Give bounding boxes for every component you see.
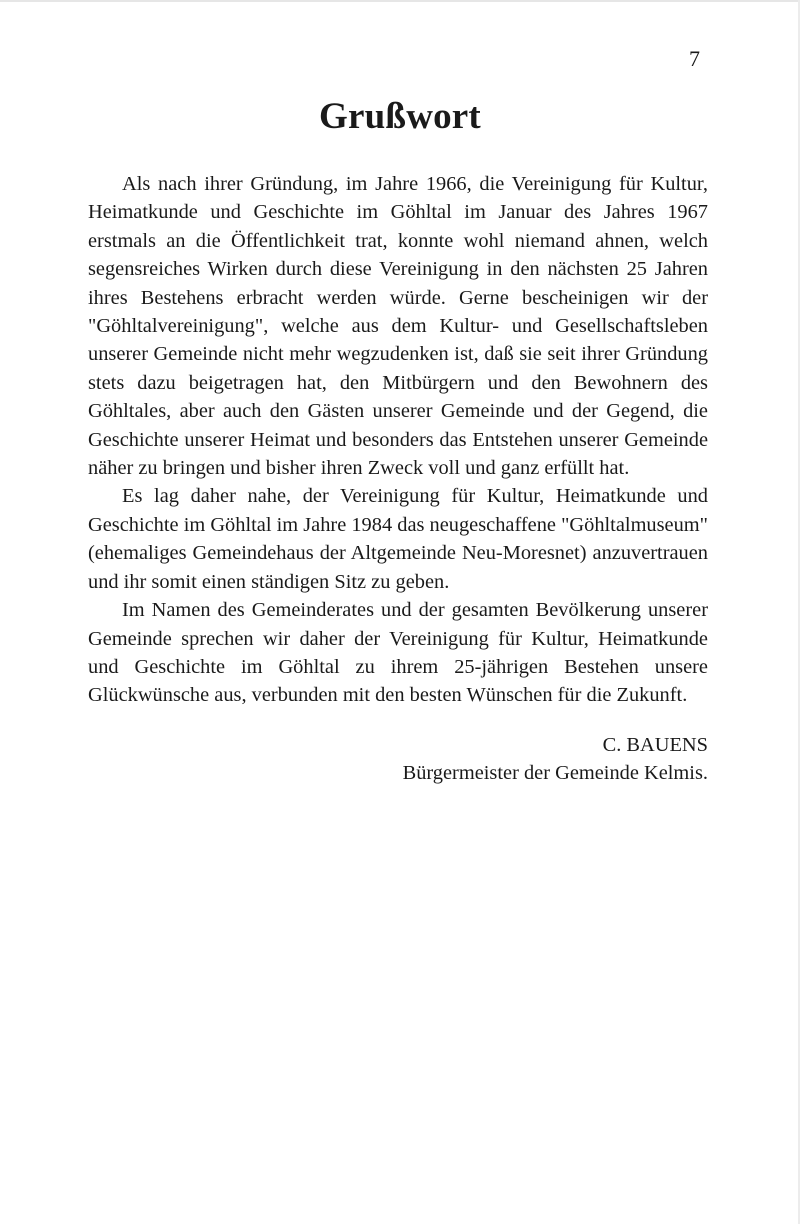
page-title: Grußwort bbox=[319, 96, 481, 137]
paragraph-1: Als nach ihrer Gründung, im Jahre 1966, die Vereinigung für Kultur, Heimatkunde und Geschichte im Göhltal im Januar des Jahres 1967 erstmals an die Öffentlichkeit trat, konnte wohl niemand ahnen, welch segensreiches Wirken durch diese Vereinigung in den nächsten 25 Jahren ihres Bestehens erbracht werden würde. Gerne bescheinigen wir der "Göhltalvereinigung", welche aus dem Kultur- und Gesellschaftsleben unserer Gemeinde nicht mehr wegzudenken ist, daß sie seit ihrer Gründung stets dazu beigetragen hat, den Mitbürgern und den Bewohnern des Göhltales, aber auch den Gästen unserer Gemeinde und der Gegend, die Geschichte unserer Heimat und besonders das Entstehen unserer Gemeinde näher zu bringen und bisher ihren Zweck voll und ganz erfüllt hat. bbox=[88, 173, 708, 480]
body-text bbox=[88, 170, 708, 710]
signature-name: C. BAUENS bbox=[602, 734, 708, 756]
page-top-edge bbox=[0, 0, 800, 2]
paragraph-2: Es lag daher nahe, der Vereinigung für Kultur, Heimatkunde und Geschichte im Göhltal im Jahre 1984 das neugeschaffene "Göhltalmuseum" (ehemaliges Gemeindehaus der Altgemeinde Neu-Moresnet) anzuvertrauen und ihr somit einen ständigen Sitz zu geben. bbox=[88, 485, 708, 593]
signature-block bbox=[300, 731, 708, 788]
page-number: 7 bbox=[689, 46, 700, 71]
paragraph-3: Im Namen des Gemeinderates und der gesamten Bevölkerung unserer Gemeinde sprechen wir daher der Vereinigung für Kultur, Heimatkunde und Geschichte im Göhltal zu ihrem 25-jährigen Bestehen unsere Glückwünsche aus, verbunden mit den besten Wünschen für die Zukunft. bbox=[88, 599, 708, 707]
signature-role: Bürgermeister der Gemeinde Kelmis. bbox=[402, 762, 708, 785]
